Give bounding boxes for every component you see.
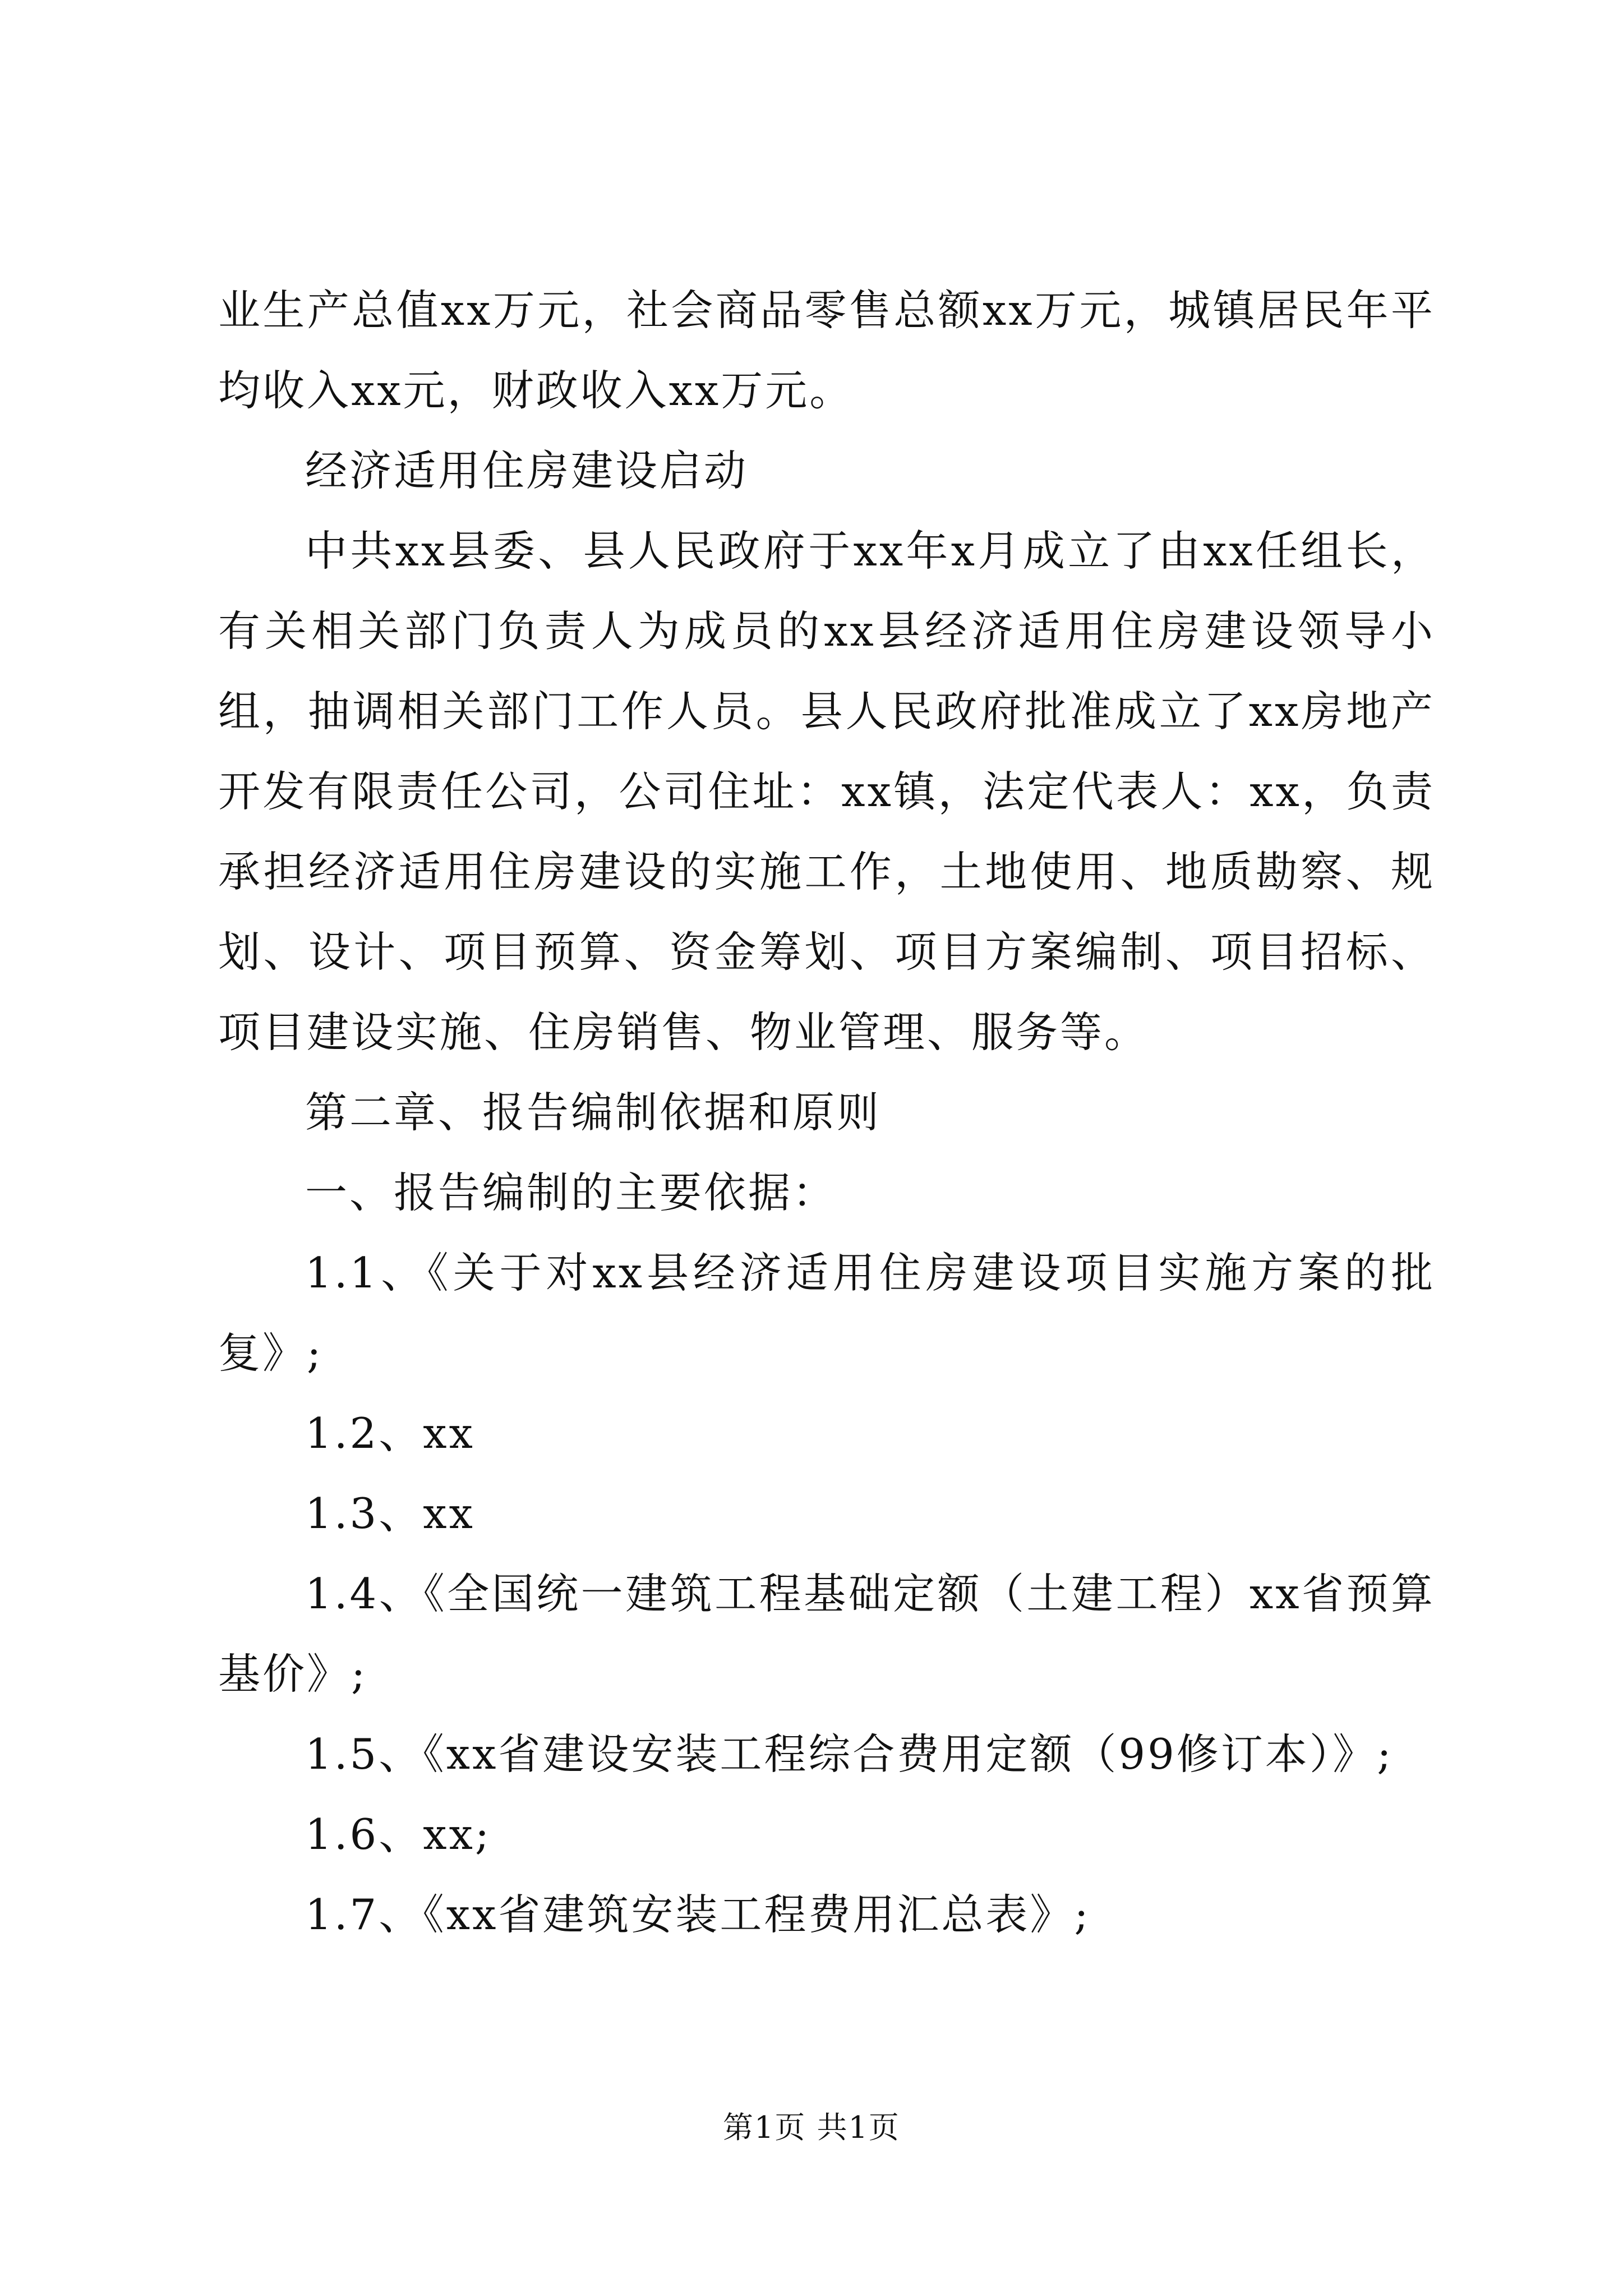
paragraph-economy-summary: 业生产总值xx万元，社会商品零售总额xx万元，城镇居民年平均收入xx元，财政收入xx万元。 xyxy=(218,286,1435,415)
heading-housing-launch: 经济适用住房建设启动 xyxy=(305,446,749,495)
heading-main-basis: 一、报告编制的主要依据： xyxy=(305,1168,837,1217)
list-item-1-7: 1.7、《xx省建筑安装工程费用汇总表》; xyxy=(305,1890,1091,1939)
list-item-1-6: 1.6、xx; xyxy=(305,1810,492,1859)
heading-chapter-two: 第二章、报告编制依据和原则 xyxy=(305,1088,882,1137)
paragraph-leadership-group: 中共xx县委、县人民政府于xx年x月成立了由xx任组长，有关相关部门负责人为成员的xx县经济适用住房建设领导小组，抽调相关部门工作人员。县人民政府批准成立了xx房地产开发有限责任公司，公司住址：xx镇，法定代表人：xx，负责承担经济适用住房建设的实施工作，土地使用、地质勘察、规划、设计、项目预算、资金筹划、项目方案编制、项目招标、项目建设实施、住房销售、物业管理、服务等。 xyxy=(218,526,1435,1057)
page-footer: 第1页 共1页 xyxy=(723,2110,900,2145)
list-item-1-4: 1.4、《全国统一建筑工程基础定额（土建工程）xx省预算基价》; xyxy=(218,1569,1435,1699)
list-item-1-2: 1.2、xx xyxy=(305,1409,475,1458)
list-item-1-5: 1.5、《xx省建设安装工程综合费用定额（99修订本）》; xyxy=(305,1729,1394,1779)
document-body xyxy=(218,270,1435,1955)
list-item-1-1: 1.1、《关于对xx县经济适用住房建设项目实施方案的批复》; xyxy=(218,1248,1435,1378)
list-item-1-3: 1.3、xx xyxy=(305,1489,475,1538)
